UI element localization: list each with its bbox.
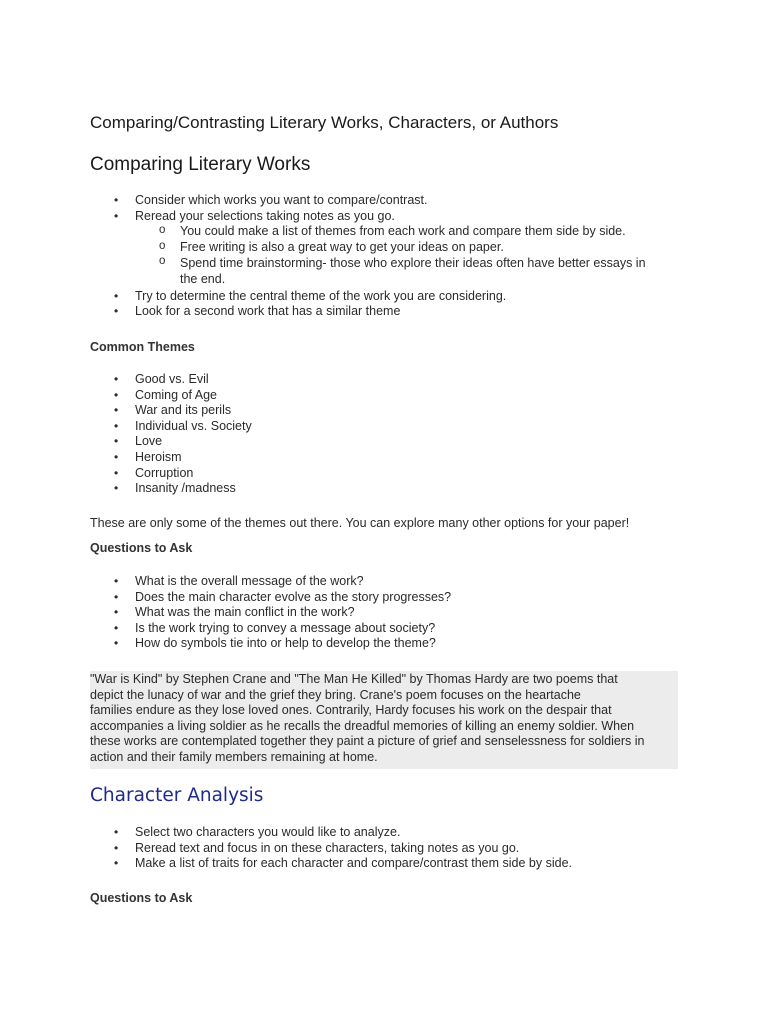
list-item: • Consider which works you want to compare/contrast. — [90, 193, 646, 209]
character-steps — [90, 825, 572, 872]
comparing-heading: Comparing Literary Works — [90, 154, 311, 175]
list-item: • How do symbols tie into or help to develop the theme? — [90, 636, 451, 652]
list-item: • What is the overall message of the work? — [90, 574, 451, 590]
example-paragraph — [90, 671, 678, 769]
themes-list — [90, 372, 252, 497]
list-item: • Insanity /madness — [90, 481, 252, 497]
list-item: • War and its perils — [90, 403, 252, 419]
list-item: • Look for a second work that has a similar theme — [90, 304, 646, 320]
paragraph-line: these works are contemplated together they paint a picture of grief and senselessness for soldiers in — [90, 734, 645, 749]
character-questions-heading: Questions to Ask — [90, 891, 193, 905]
paragraph-line: depict the lunacy of war and the grief they bring. Crane's poem focuses on the heartache — [90, 687, 581, 702]
document-title: Comparing/Contrasting Literary Works, Characters, or Authors — [90, 113, 559, 132]
questions-heading: Questions to Ask — [90, 541, 193, 555]
paragraph-line: accompanies a living soldier as he recalls the dreadful memories of killing an enemy soldier. When — [90, 718, 635, 733]
list-item: • Individual vs. Society — [90, 419, 252, 435]
list-item: • Try to determine the central theme of the work you are considering. — [90, 289, 646, 305]
questions-list — [90, 574, 451, 652]
sub-list-item: o Spend time brainstorming- those who explore their ideas often have better essays in — [135, 255, 646, 272]
list-item: • Love — [90, 434, 252, 450]
themes-note: These are only some of the themes out there. You can explore many other options for your paper! — [90, 516, 630, 530]
paragraph-line: "War is Kind" by Stephen Crane and "The Man He Killed" by Thomas Hardy are two poems that — [90, 672, 618, 686]
sub-list-item: o Free writing is also a great way to get your ideas on paper. — [135, 240, 646, 256]
common-themes-heading: Common Themes — [90, 340, 195, 354]
comparing-steps — [90, 193, 646, 320]
list-item: • Corruption — [90, 466, 252, 482]
sub-list-item-continuation: the end. — [180, 271, 226, 286]
list-item: • Good vs. Evil — [90, 372, 252, 388]
list-item: • What was the main conflict in the work? — [90, 605, 451, 621]
list-item: • Reread your selections taking notes as you go. — [90, 209, 646, 225]
list-item: • Heroism — [90, 450, 252, 466]
sub-list-item: o You could make a list of themes from each work and compare them side by side. — [135, 224, 646, 240]
paragraph-line: families endure as they lose loved ones. Contrarily, Hardy focuses his work on the despair that — [90, 703, 612, 718]
character-analysis-heading: Character Analysis — [90, 785, 264, 806]
list-item: • Does the main character evolve as the story progresses? — [90, 590, 451, 606]
list-item: • Coming of Age — [90, 388, 252, 404]
list-item: • Reread text and focus in on these characters, taking notes as you go. — [90, 841, 572, 857]
list-item: • Make a list of traits for each character and compare/contrast them side by side. — [90, 856, 572, 872]
list-item: • Is the work trying to convey a message about society? — [90, 621, 451, 637]
paragraph-line: action and their family members remaining at home. — [90, 749, 378, 764]
list-item: • Select two characters you would like to analyze. — [90, 825, 572, 841]
